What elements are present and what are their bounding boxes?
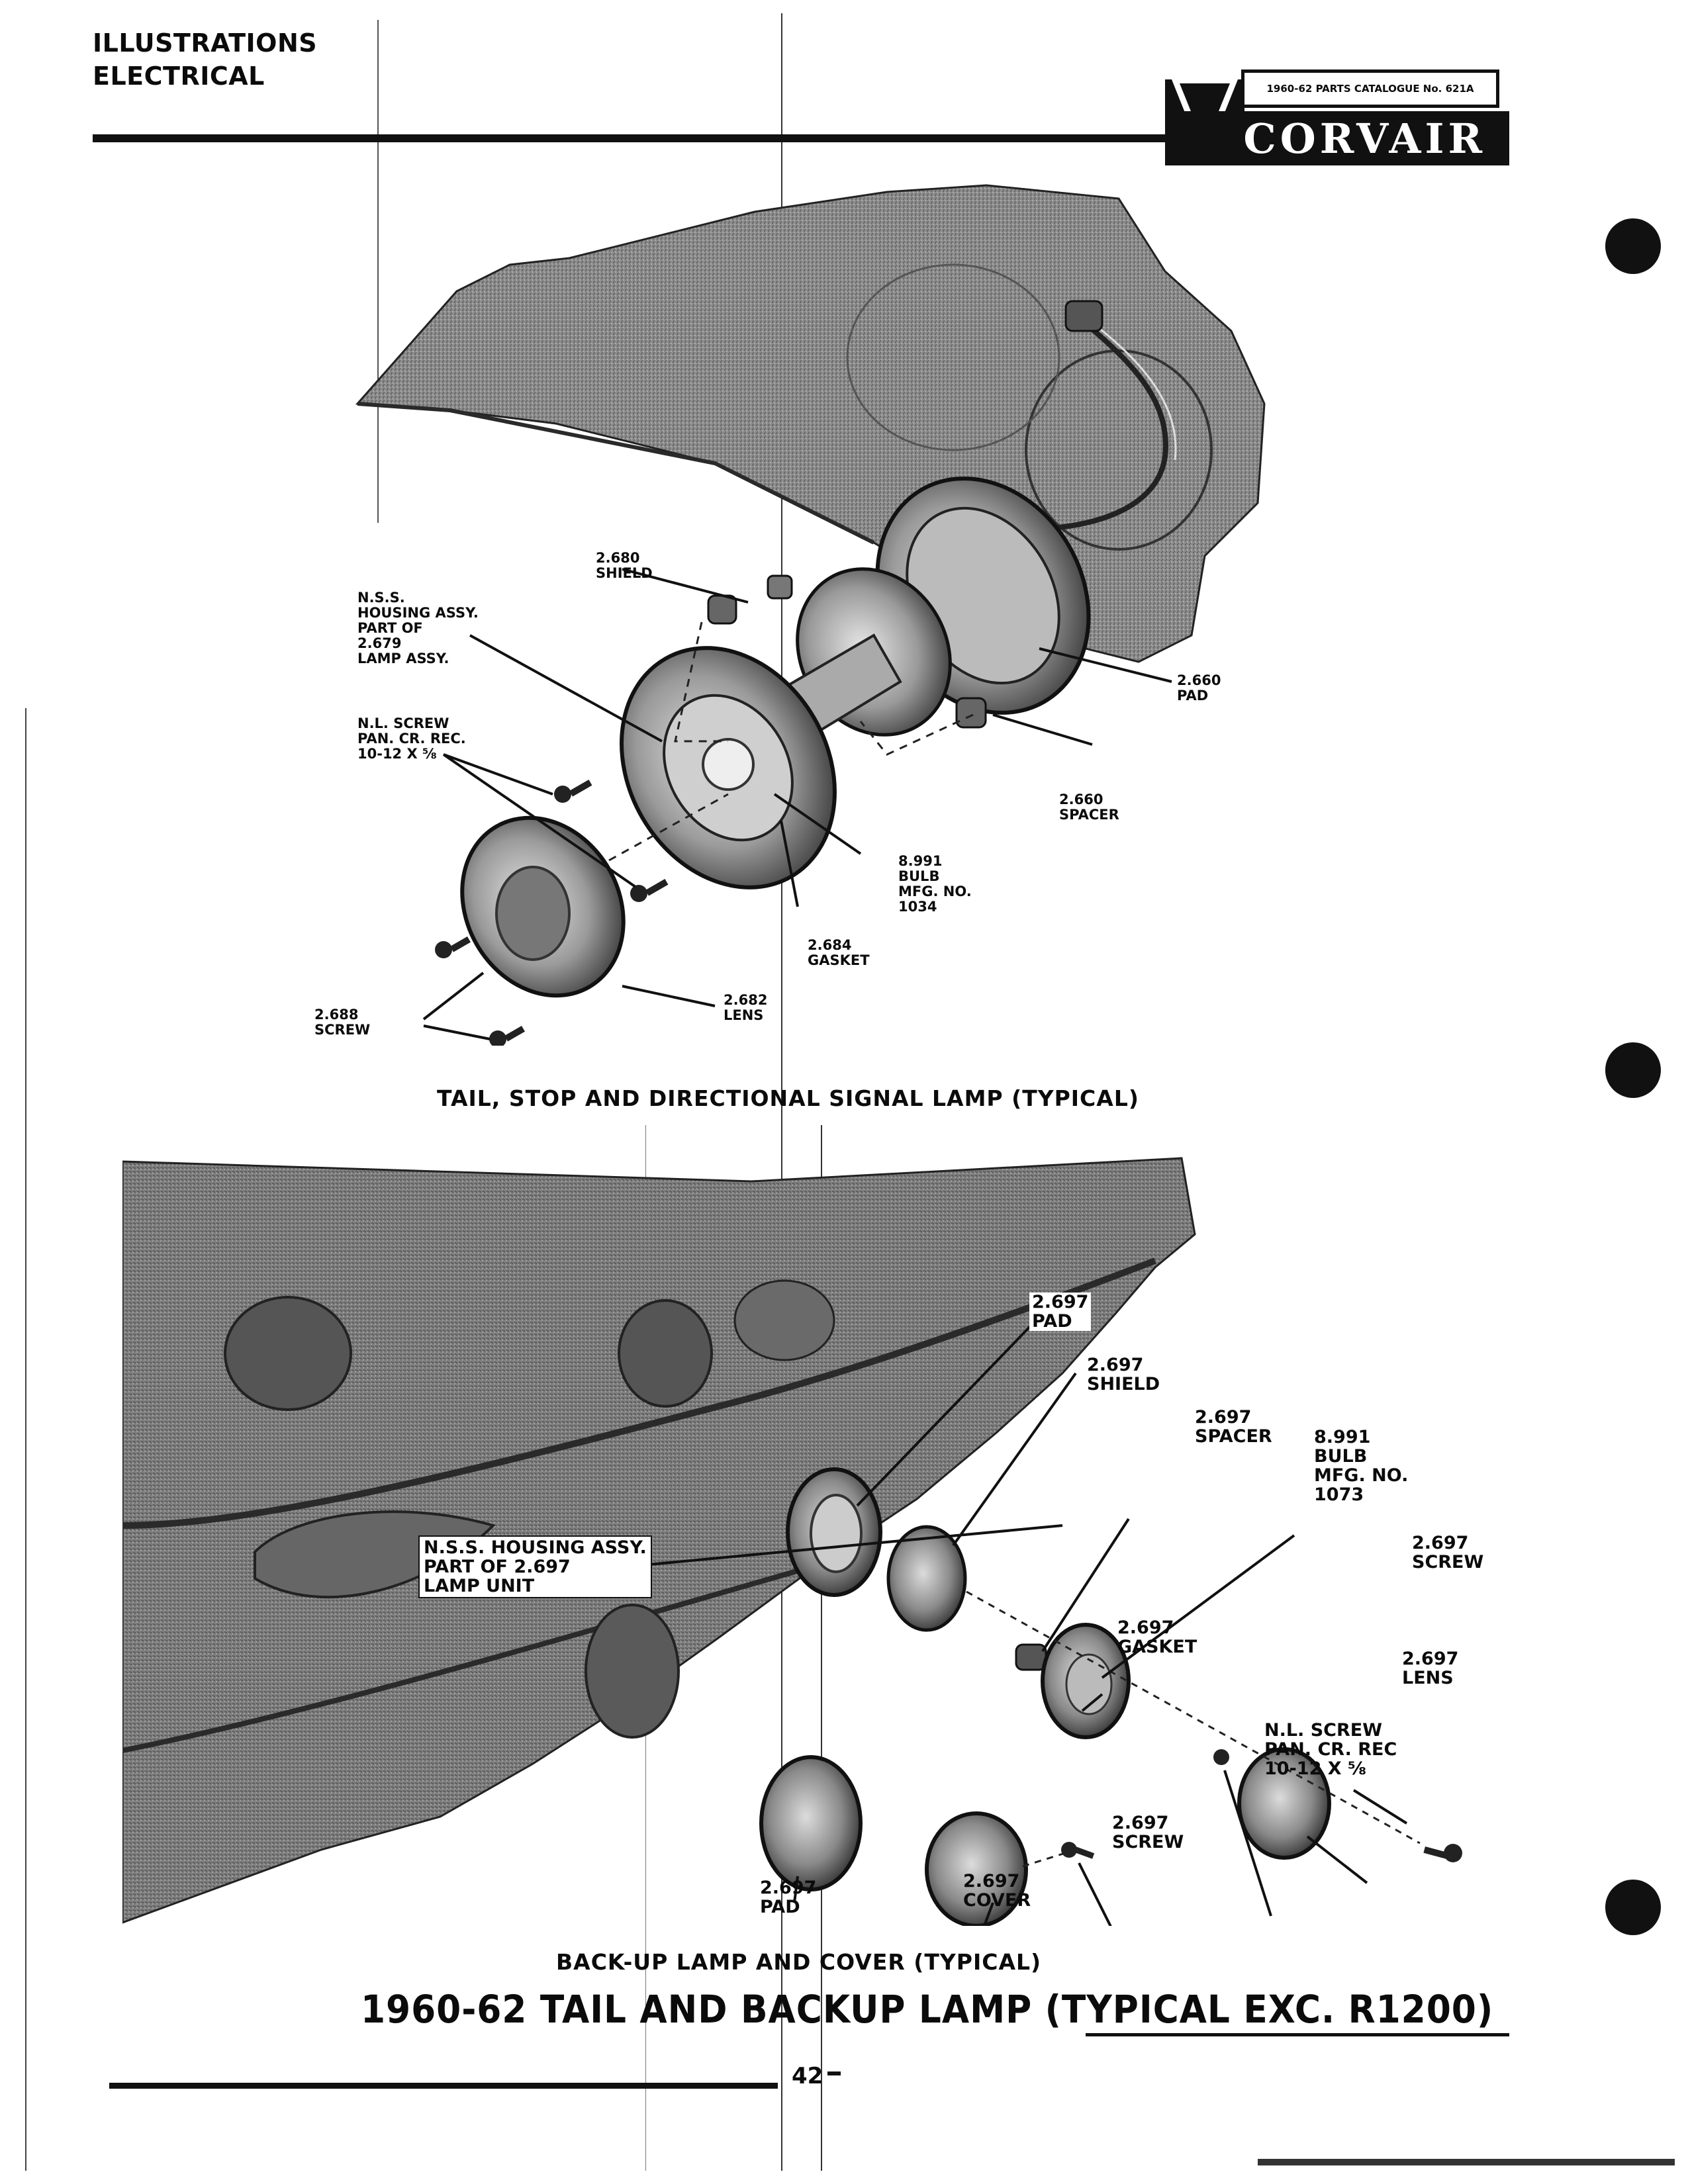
binder-hole-top: [1605, 218, 1661, 274]
label-housing-2-697: N.S.S. HOUSING ASSY. PART OF 2.697 LAMP UNIT: [418, 1535, 652, 1598]
scan-line-far-left: [25, 708, 26, 2171]
scan-bottom-edge: [1258, 2159, 1675, 2165]
binder-hole-bottom: [1605, 1880, 1661, 1935]
label-bulb-1034: 8.991 BULB MFG. NO. 1034: [898, 853, 972, 915]
caption-tail-stop-lamp: TAIL, STOP AND DIRECTIONAL SIGNAL LAMP (TYPICAL): [437, 1085, 1139, 1111]
title-rule-right: [1086, 2033, 1509, 2036]
label-shield-2-680: 2.680 SHIELD: [596, 550, 653, 581]
heading-line-1: ILLUSTRATIONS: [93, 28, 318, 58]
label-pad-2-697-bottom: 2.697 PAD: [760, 1878, 817, 1917]
label-pad-2-697-top: 2.697 PAD: [1029, 1293, 1091, 1331]
label-lens-2-697: 2.697 LENS: [1402, 1649, 1459, 1688]
label-pad-2-660: 2.660 PAD: [1177, 672, 1221, 704]
binder-hole-middle: [1605, 1042, 1661, 1098]
label-screw-2-688: 2.688 SCREW: [314, 1007, 371, 1038]
catalogue-number: 1960-62 PARTS CATALOGUE No. 621A: [1241, 69, 1499, 108]
header-rule: [93, 134, 1172, 142]
label-bulb-1073: 8.991 BULB MFG. NO. 1073: [1314, 1427, 1409, 1505]
label-screw-2-697-cover: 2.697 SCREW: [1112, 1813, 1184, 1852]
label-spacer-2-660: 2.660 SPACER: [1059, 792, 1119, 823]
label-gasket-2-697: 2.697 GASKET: [1117, 1617, 1197, 1657]
corvair-badge: [1165, 40, 1509, 165]
page-title: 1960-62 TAIL AND BACKUP LAMP (TYPICAL EXC. R1200): [361, 1987, 1494, 2032]
label-nl-screw-top: N.L. SCREW PAN. CR. REC. 10-12 X ⅝: [357, 715, 466, 762]
label-nl-screw-bottom: N.L. SCREW PAN. CR. REC 10-12 X ⅝: [1264, 1720, 1397, 1779]
footer-rule-right: [827, 2071, 841, 2075]
brand-name: CORVAIR: [1165, 111, 1509, 165]
footer-rule-left: [109, 2083, 778, 2089]
backup-lamp-illustration: [122, 1155, 1513, 1926]
caption-backup-lamp: BACK-UP LAMP AND COVER (TYPICAL): [556, 1949, 1042, 1975]
label-spacer-2-697: 2.697 SPACER: [1195, 1407, 1272, 1447]
body-panel-shape: [357, 185, 1264, 662]
label-lens-2-682: 2.682 LENS: [724, 992, 768, 1023]
label-housing-2-679: N.S.S. HOUSING ASSY. PART OF 2.679 LAMP ASSY.: [357, 590, 479, 666]
label-gasket-2-684: 2.684 GASKET: [808, 937, 870, 968]
label-cover-2-697: 2.697 COVER: [963, 1871, 1031, 1911]
heading-line-2: ELECTRICAL: [93, 62, 265, 91]
section-heading: [93, 26, 317, 93]
page-number: 42: [792, 2063, 823, 2089]
label-screw-2-697-right: 2.697 SCREW: [1412, 1533, 1484, 1572]
label-shield-2-697: 2.697 SHIELD: [1087, 1355, 1160, 1394]
